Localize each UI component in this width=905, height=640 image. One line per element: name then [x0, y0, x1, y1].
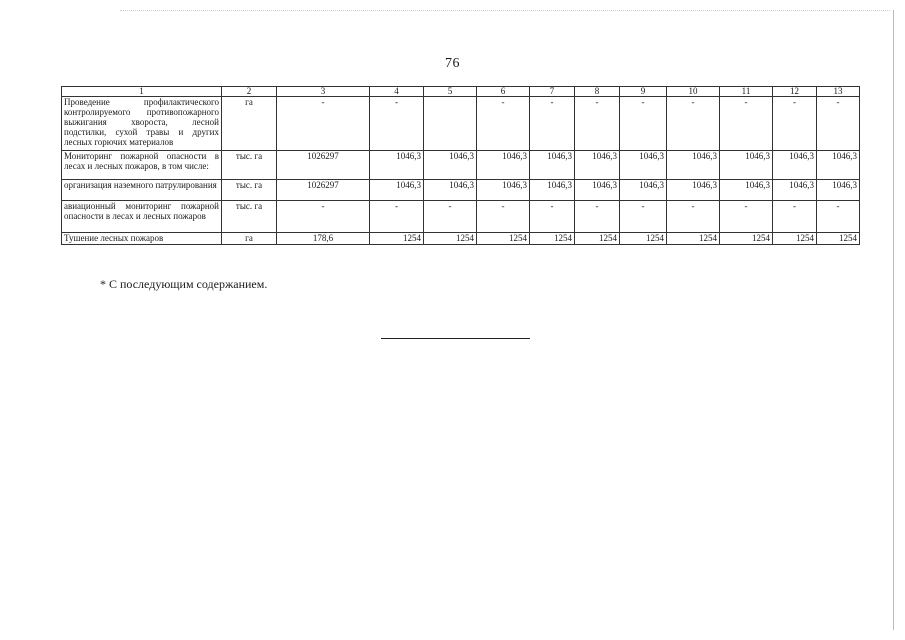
row-name: Проведение профилактического контролируемого противопожарного выжигания хворостa, лесной подстилки, сухой травы и других лесных горючих материалов — [62, 97, 222, 151]
cell-value: 1046,3 — [370, 151, 424, 180]
cell-value: 1254 — [370, 233, 424, 245]
cell-value: - — [667, 97, 720, 151]
cell-value: 1254 — [817, 233, 860, 245]
row-name: авиационный мониторинг пожарной опасности в лесах и лесных пожаров — [62, 201, 222, 233]
cell-value: 1046,3 — [424, 180, 477, 201]
cell-value: - — [370, 97, 424, 151]
cell-value: 1046,3 — [477, 180, 530, 201]
cell-value: - — [773, 97, 817, 151]
cell-value: 1046,3 — [620, 151, 667, 180]
cell-value: 1254 — [477, 233, 530, 245]
cell-value: 1026297 — [277, 151, 370, 180]
cell-value: - — [424, 201, 477, 233]
row-unit: тыс. га — [222, 151, 277, 180]
cell-value: 1046,3 — [530, 151, 575, 180]
cell-value: - — [575, 201, 620, 233]
cell-value: 178,6 — [277, 233, 370, 245]
cell-value: - — [277, 97, 370, 151]
cell-value: - — [720, 201, 773, 233]
cell-value: - — [530, 97, 575, 151]
scan-border-top — [120, 10, 890, 11]
data-table — [61, 86, 860, 245]
cell-value: 1254 — [720, 233, 773, 245]
scan-border-right — [893, 10, 894, 630]
cell-value: 1046,3 — [530, 180, 575, 201]
cell-value: - — [667, 201, 720, 233]
column-header: 11 — [720, 87, 773, 97]
cell-value: 1046,3 — [667, 180, 720, 201]
table-header-row — [62, 87, 860, 97]
cell-value: 1046,3 — [817, 151, 860, 180]
column-header: 4 — [370, 87, 424, 97]
cell-value: - — [277, 201, 370, 233]
cell-value: 1046,3 — [620, 180, 667, 201]
cell-value: - — [817, 97, 860, 151]
row-name: организация наземного патрулирования — [62, 180, 222, 201]
row-name: Тушение лесных пожаров — [62, 233, 222, 245]
cell-value: 1046,3 — [817, 180, 860, 201]
table-row — [62, 151, 860, 180]
table-row — [62, 97, 860, 151]
cell-value: 1254 — [773, 233, 817, 245]
column-header: 12 — [773, 87, 817, 97]
cell-value: 1046,3 — [370, 180, 424, 201]
cell-value — [424, 97, 477, 151]
cell-value: - — [773, 201, 817, 233]
cell-value: - — [620, 201, 667, 233]
row-unit: тыс. га — [222, 201, 277, 233]
cell-value: - — [477, 201, 530, 233]
cell-value: - — [620, 97, 667, 151]
footnote: * С последующим содержанием. — [100, 277, 268, 291]
cell-value: 1046,3 — [575, 180, 620, 201]
cell-value: 1046,3 — [773, 151, 817, 180]
row-unit: тыс. га — [222, 180, 277, 201]
column-header: 9 — [620, 87, 667, 97]
cell-value: 1046,3 — [720, 180, 773, 201]
cell-value: 1254 — [530, 233, 575, 245]
cell-value: 1046,3 — [773, 180, 817, 201]
row-unit: га — [222, 97, 277, 151]
cell-value: 1046,3 — [667, 151, 720, 180]
cell-value: 1254 — [667, 233, 720, 245]
cell-value: 1046,3 — [477, 151, 530, 180]
cell-value: - — [575, 97, 620, 151]
cell-value: - — [477, 97, 530, 151]
row-unit: га — [222, 233, 277, 245]
column-header: 7 — [530, 87, 575, 97]
cell-value: - — [530, 201, 575, 233]
separator-line — [381, 338, 530, 339]
cell-value: - — [720, 97, 773, 151]
column-header: 8 — [575, 87, 620, 97]
table-row — [62, 201, 860, 233]
row-name: Мониторинг пожарной опасности в лесах и лесных пожаров, в том числе: — [62, 151, 222, 180]
column-header: 6 — [477, 87, 530, 97]
column-header: 2 — [222, 87, 277, 97]
cell-value: 1046,3 — [575, 151, 620, 180]
column-header: 3 — [277, 87, 370, 97]
column-header: 13 — [817, 87, 860, 97]
column-header: 10 — [667, 87, 720, 97]
cell-value: - — [370, 201, 424, 233]
table-row — [62, 180, 860, 201]
cell-value: 1026297 — [277, 180, 370, 201]
cell-value: 1254 — [424, 233, 477, 245]
cell-value: 1254 — [575, 233, 620, 245]
cell-value: 1046,3 — [424, 151, 477, 180]
page-number: 76 — [445, 56, 460, 71]
column-header: 1 — [62, 87, 222, 97]
cell-value: 1254 — [620, 233, 667, 245]
cell-value: 1046,3 — [720, 151, 773, 180]
column-header: 5 — [424, 87, 477, 97]
table-row — [62, 233, 860, 245]
cell-value: - — [817, 201, 860, 233]
